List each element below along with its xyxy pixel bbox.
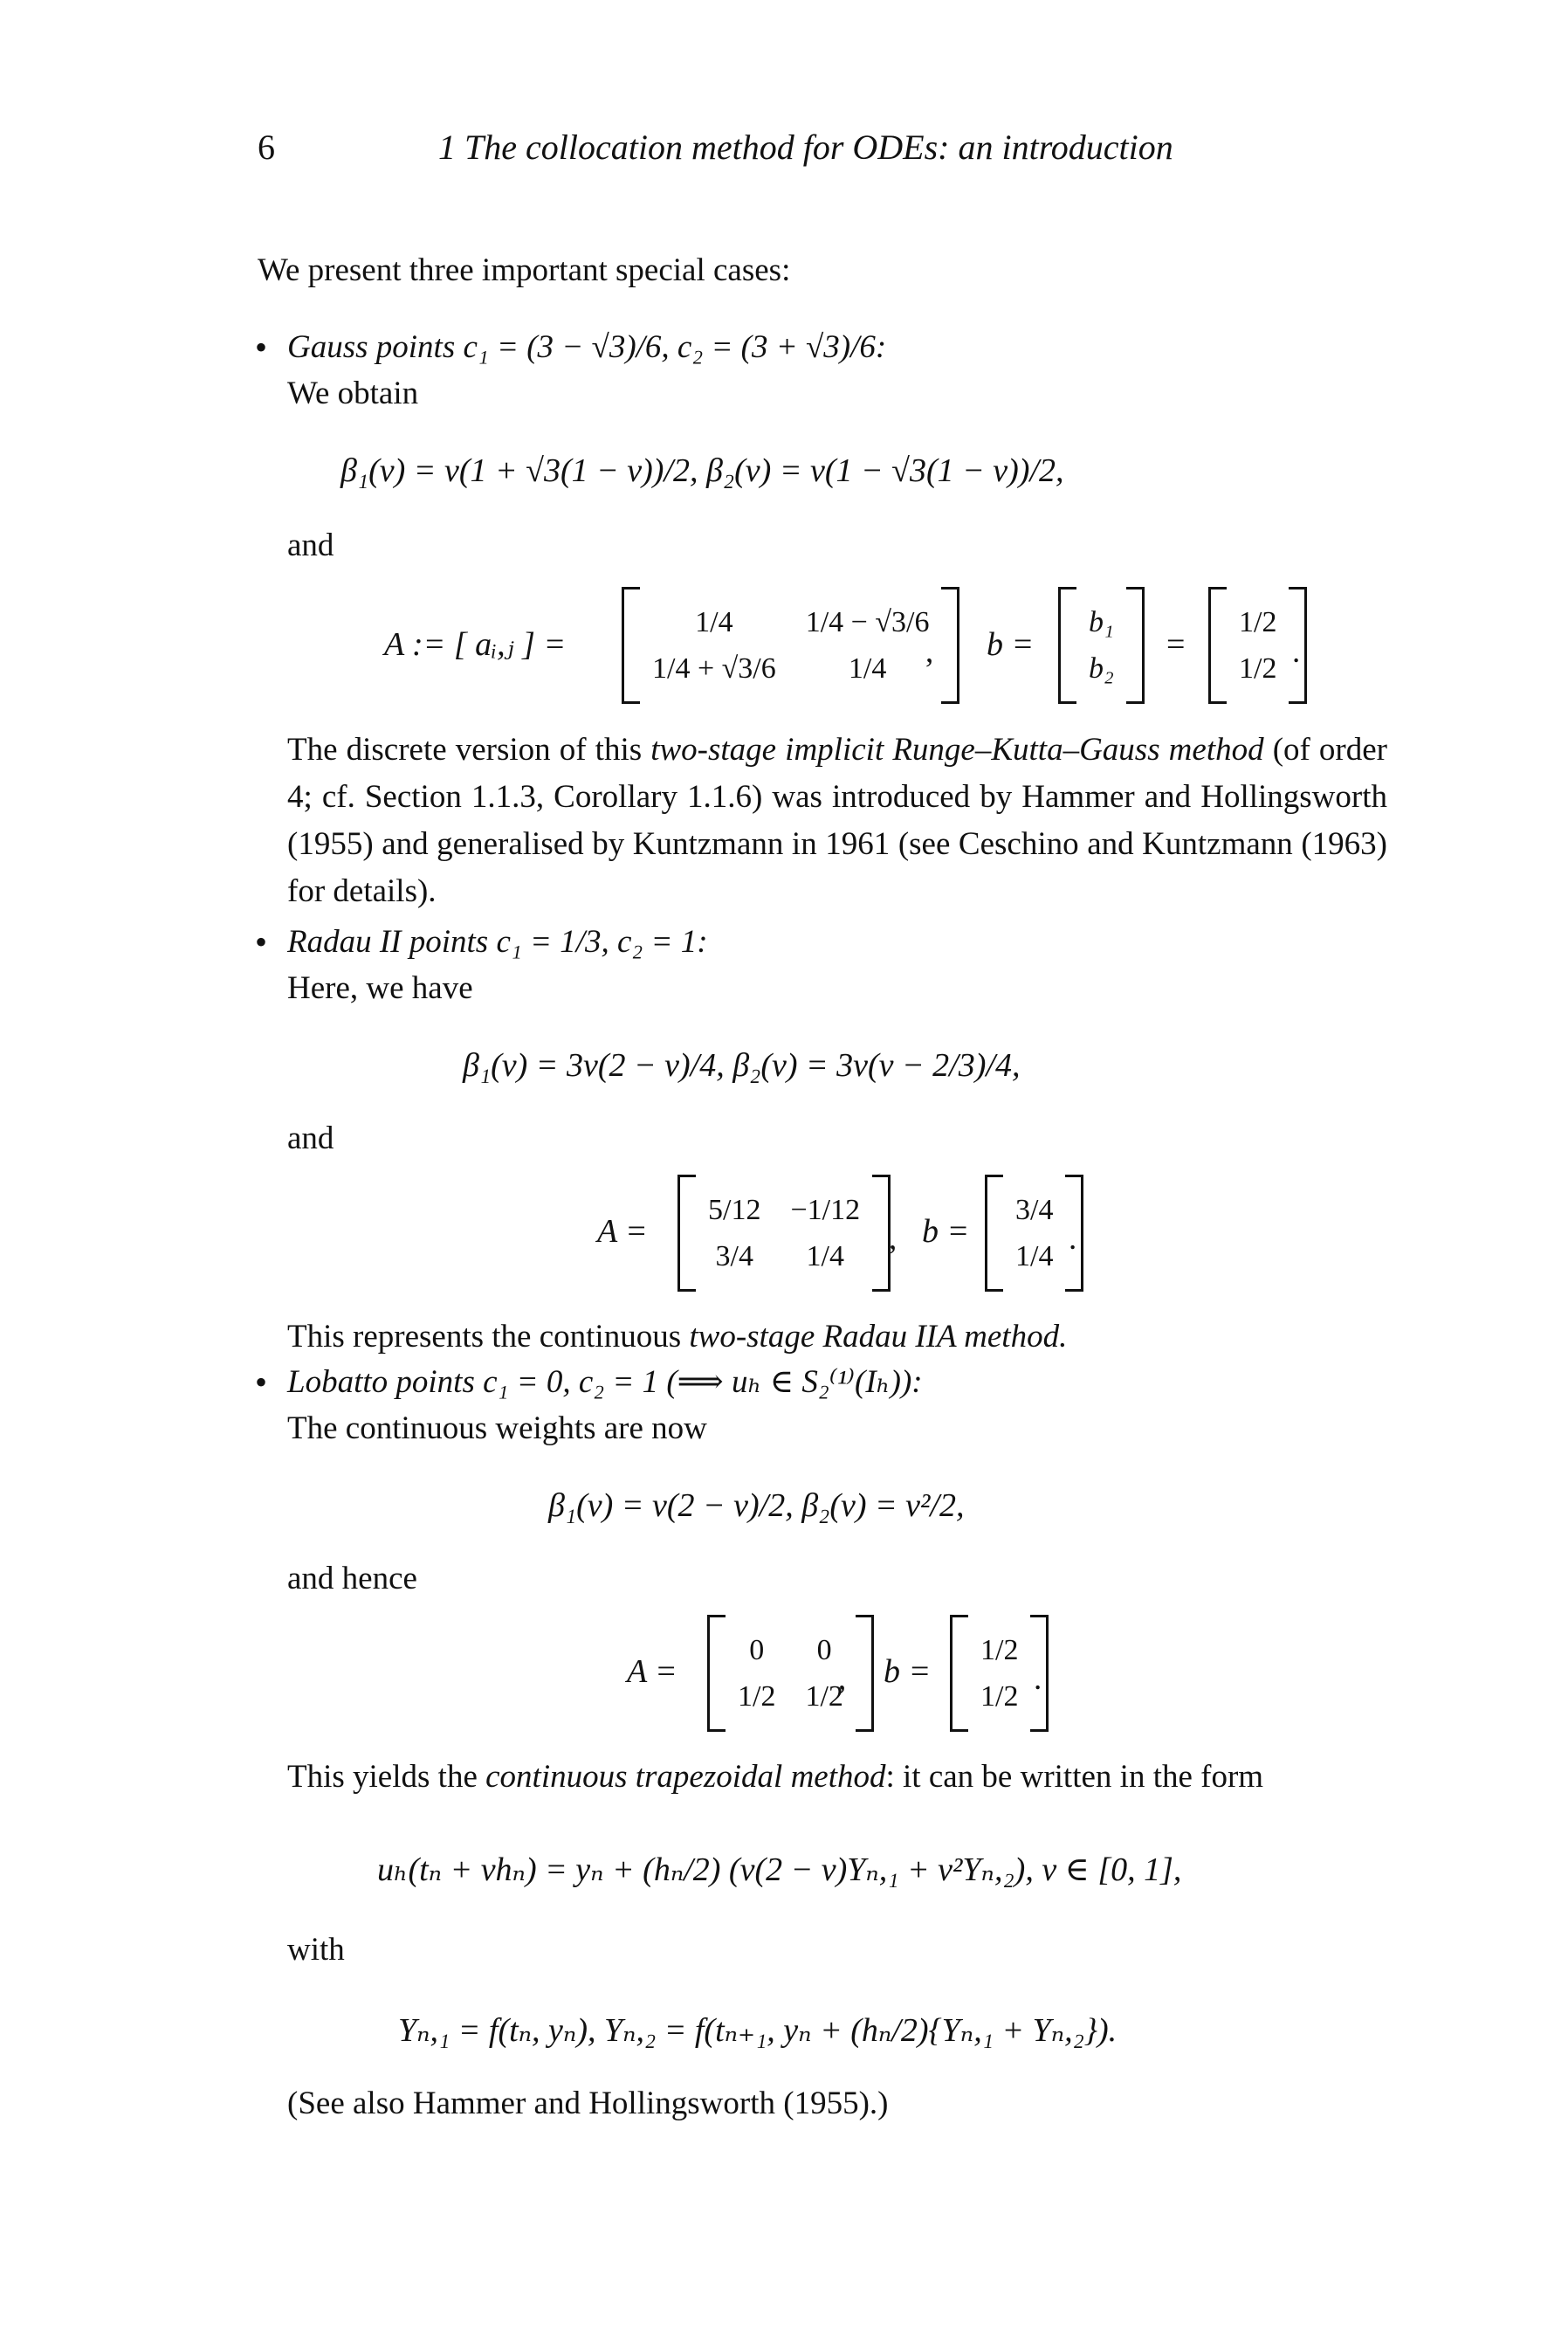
closing-note: (See also Hammer and Hollingsworth (1955).): [287, 2086, 889, 2121]
vector-cell: 1/2: [1239, 652, 1277, 685]
lobatto-title: Lobatto points c₁ = 0, c₂ = 1 (⟹ uₕ ∈ S₂⁽¹⁾(Iₕ)):: [287, 1364, 923, 1400]
method-name: two-stage Radau IIA method.: [689, 1319, 1068, 1355]
trapezoidal-formula: uₕ(tₙ + vhₙ) = yₙ + (hₙ/2) (v(2 − v)Yₙ,₁ + v²Yₙ,₂), v ∈ [0, 1],: [377, 1851, 1182, 1888]
method-name: two-stage implicit Runge–Kutta–Gauss method: [650, 732, 1264, 768]
gauss-title: Gauss points c₁ = (3 − √3)/6, c₂ = (3 + √3)/6:: [287, 329, 887, 365]
radau-title: Radau II points c₁ = 1/3, c₂ = 1:: [287, 924, 708, 960]
stage-definitions: Yₙ,₁ = f(tₙ, yₙ), Yₙ,₂ = f(tₙ₊₁, yₙ + (hₙ/2){Yₙ,₁ + Yₙ,₂}).: [398, 2012, 1118, 2049]
matrix-cell: 0: [749, 1633, 765, 1666]
lobatto-and-hence: and hence: [287, 1561, 417, 1596]
radau-lead: Here, we have: [287, 970, 473, 1006]
matrix-cell: −1/12: [790, 1193, 861, 1226]
lobatto-matrix-lhs: A =: [627, 1653, 677, 1690]
matrix-cell: 1/2: [738, 1680, 776, 1713]
vector-cell: 1/2: [980, 1680, 1019, 1713]
matrix-cell: 1/4 + √3/6: [652, 652, 776, 685]
gauss-b-symbolic: [1058, 587, 1145, 704]
vector-cell: b₁: [1089, 605, 1114, 638]
lobatto-weights: β₁(v) = v(2 − v)/2, β₂(v) = v²/2,: [548, 1487, 965, 1524]
with-label: with: [287, 1932, 345, 1968]
gauss-description: The discrete version of this two-stage implicit Runge–Kutta–Gauss method (of order 4; cf. Section 1.1.3, Corollary 1.1.6) was introduced by Hammer and Hollingsworth (1955) and generalised by Kuntzmann in 1961 (see Ceschino and Kuntzmann (1963) for details).: [287, 732, 1387, 909]
running-head: 1 The collocation method for ODEs: an introduction: [438, 128, 1173, 167]
matrix-cell: 3/4: [715, 1240, 753, 1272]
gauss-weights: β₁(v) = v(1 + √3(1 − v))/2, β₂(v) = v(1 − √3(1 − v))/2,: [340, 452, 1064, 489]
matrix-cell: 1/4: [806, 1240, 844, 1272]
book-page: 6 1 The collocation method for ODEs: an introduction We present three important special cases: • Gauss points c₁ = (3 − √3)/6, c₂ = (3 + √3)/6: We obtain β₁(v) = v(1 + √3(1 − v))/2, β₂(v) = v(1 − √3(1 − v))/2, and A := [ aᵢ,ⱼ ] = 1/4 1/4 − √3/6 1/4 + √3/6 1/4 , b = b₁ b₂ = 1/2 1/2 . The discrete version of this two-stage implicit Runge–Kutta–Gauss method (of order 4; cf. Section 1.1.3, Corollary 1.1.6) was introduced by Hammer and Hollingsworth (1955) and generalised by Kuntzmann in 1961 (see Ceschino and Kuntzmann (1963) for details). • Radau II points c₁ = 1/3, c₂ = 1: Here, we have β₁(v) = 3v(2 − v)/4, β₂(v) = 3v(v − 2/3)/4, and A = 5/12 −1/12 3/4 1/4 , b = 3/4 1/4 . This represents the continuous two-stage Radau IIA method. • Lobatto points c₁ = 0, c₂ = 1 (⟹ uₕ ∈ S₂⁽¹⁾(Iₕ)): The continuous weights are now β₁(v) = v(2 − v)/2, β₂(v) = v²/2, and hence A = 0 0 1/2 1/2 , b = 1/2 1/2 . This yields the continuous trapezoidal method: it can be written in the form uₕ(tₙ + vhₙ) = yₙ + (hₙ/2) (v(2 − v)Yₙ,₁ + v²Yₙ,₂), v ∈ [0, 1], with Yₙ,₁ = f(tₙ, yₙ), Yₙ,₂ = f(tₙ₊₁, yₙ + (hₙ/2){Yₙ,₁ + Yₙ,₂}). (See also Hammer and Hollingsworth (1955).): [0, 0, 1568, 2351]
gauss-lead: We obtain: [287, 376, 419, 411]
bullet-gauss: •: [255, 327, 268, 367]
matrix-cell: 1/4 − √3/6: [805, 605, 930, 638]
bullet-lobatto: •: [255, 1362, 268, 1402]
matrix-cell: 1/4: [848, 652, 887, 685]
lobatto-b-lhs: b =: [884, 1653, 932, 1690]
lobatto-lead: The continuous weights are now: [287, 1410, 707, 1446]
matrix-cell: 1/4: [695, 605, 733, 638]
method-name: continuous trapezoidal method: [485, 1759, 886, 1795]
radau-and: and: [287, 1120, 334, 1156]
radau-matrix-a: [677, 1175, 891, 1292]
radau-b-lhs: b =: [922, 1213, 970, 1250]
matrix-cell: 0: [816, 1633, 832, 1666]
intro-text: We present three important special cases:: [258, 252, 791, 288]
vector-cell: 1/2: [980, 1633, 1019, 1666]
vector-cell: 3/4: [1015, 1193, 1054, 1226]
matrix-cell: 1/2: [805, 1680, 843, 1713]
gauss-matrix-lhs: A := [ aᵢ,ⱼ ] =: [384, 626, 567, 663]
vector-cell: b₂: [1089, 652, 1114, 685]
bullet-radau: •: [255, 922, 268, 962]
gauss-and: and: [287, 527, 334, 563]
matrix-cell: 5/12: [708, 1193, 761, 1226]
gauss-b-lhs: b =: [987, 626, 1035, 663]
lobatto-description: This yields the continuous trapezoidal method: it can be written in the form: [287, 1759, 1264, 1795]
radau-weights: β₁(v) = 3v(2 − v)/4, β₂(v) = 3v(v − 2/3)/4,: [463, 1047, 1021, 1084]
gauss-matrix-a: [622, 587, 959, 704]
radau-matrix-lhs: A =: [597, 1213, 648, 1250]
vector-cell: 1/2: [1239, 605, 1277, 638]
radau-description: This represents the continuous two-stage Radau IIA method.: [287, 1319, 1068, 1355]
page-number: 6: [258, 128, 275, 167]
lobatto-matrix-a: [707, 1615, 874, 1732]
vector-cell: 1/4: [1015, 1240, 1054, 1272]
